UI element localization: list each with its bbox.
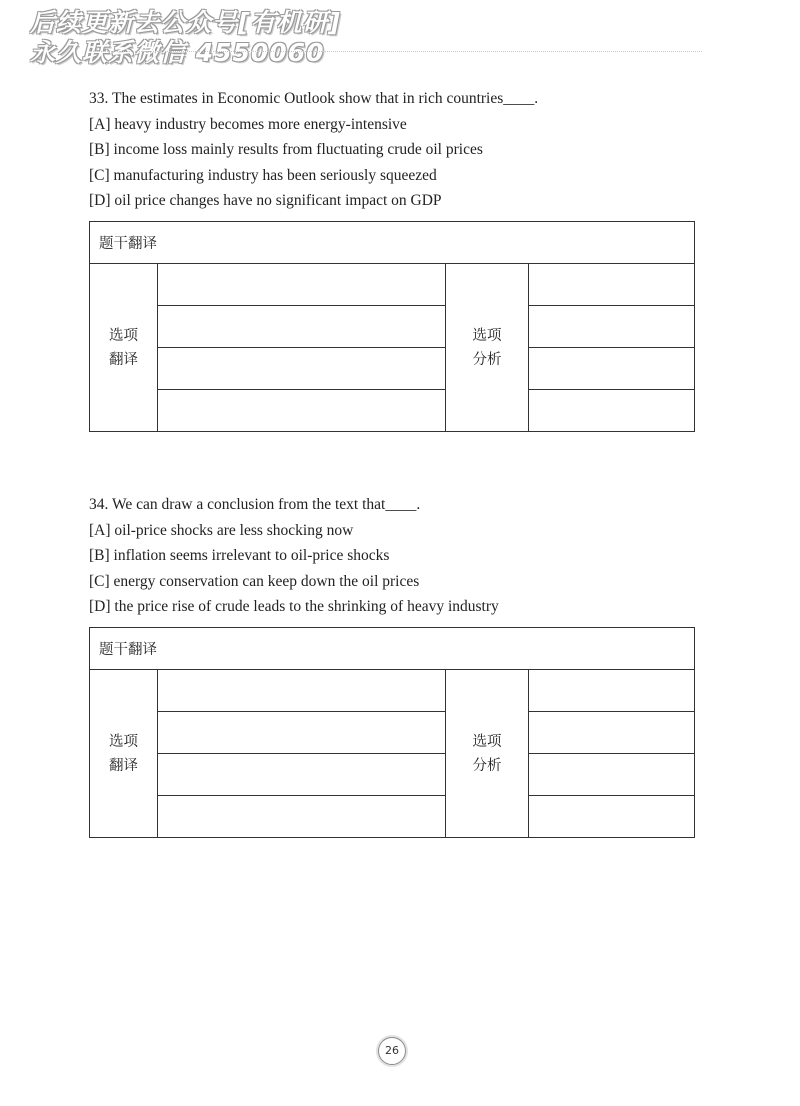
translation-cell[interactable] [158,390,446,432]
analysis-cell[interactable] [529,390,695,432]
question-33 [89,86,709,214]
header-rule [90,51,702,52]
option-translation-label-line-1: 选项 [109,733,138,750]
question-34 [89,492,709,620]
option-b: [B] income loss mainly results from fluctuating crude oil prices [89,141,483,158]
translation-cell[interactable] [158,712,446,754]
watermark-line-2: 永久联系微信 4550060 [30,38,325,67]
translation-cell[interactable] [158,670,446,712]
option-a: [A] heavy industry becomes more energy-intensive [89,115,407,133]
option-d: [D] oil price changes have no significant impact on GDP [89,192,442,209]
translation-cell[interactable] [158,264,446,306]
translation-cell[interactable] [158,348,446,390]
analysis-cell[interactable] [529,712,695,754]
option-c: [C] energy conservation can keep down the oil prices [89,572,420,590]
stem-translation-cell[interactable] [90,628,695,670]
answer-table-33 [89,221,695,432]
analysis-cell[interactable] [529,348,695,390]
stem-translation-label: 题干翻译 [99,642,157,658]
analysis-cell[interactable] [529,754,695,796]
option-analysis-label-line-2: 分析 [472,757,502,774]
watermark-line-1: 后续更新去公众号[有机研] [30,8,341,37]
option-analysis-label-line-1: 选项 [472,327,502,344]
analysis-cell[interactable] [529,670,695,712]
translation-cell[interactable] [158,754,446,796]
option-a: [A] oil-price shocks are less shocking now [89,521,354,539]
option-analysis-label-line-1: 选项 [472,733,502,750]
analysis-cell[interactable] [529,796,695,838]
option-analysis-label-cell [446,670,529,838]
option-translation-label-line-2: 翻译 [109,351,138,368]
translation-cell[interactable] [158,796,446,838]
page-number: 26 [378,1037,406,1065]
option-analysis-label-cell [446,264,529,432]
option-translation-label-line-2: 翻译 [109,757,138,774]
stem-translation-label: 题干翻译 [99,236,157,252]
question-stem: 34. We can draw a conclusion from the text that____. [89,496,421,513]
answer-table-34 [89,627,695,838]
option-d: [D] the price rise of crude leads to the shrinking of heavy industry [89,598,499,615]
translation-cell[interactable] [158,306,446,348]
option-analysis-label-line-2: 分析 [472,351,502,368]
stem-translation-cell[interactable] [90,222,695,264]
option-translation-label-line-1: 选项 [109,327,138,344]
analysis-cell[interactable] [529,306,695,348]
option-translation-label-cell [90,264,158,432]
watermark [30,8,341,68]
option-c: [C] manufacturing industry has been seriously squeezed [89,166,437,184]
option-translation-label-cell [90,670,158,838]
option-b: [B] inflation seems irrelevant to oil-price shocks [89,547,390,564]
question-stem: 33. The estimates in Economic Outlook show that in rich countries____. [89,90,539,107]
analysis-cell[interactable] [529,264,695,306]
